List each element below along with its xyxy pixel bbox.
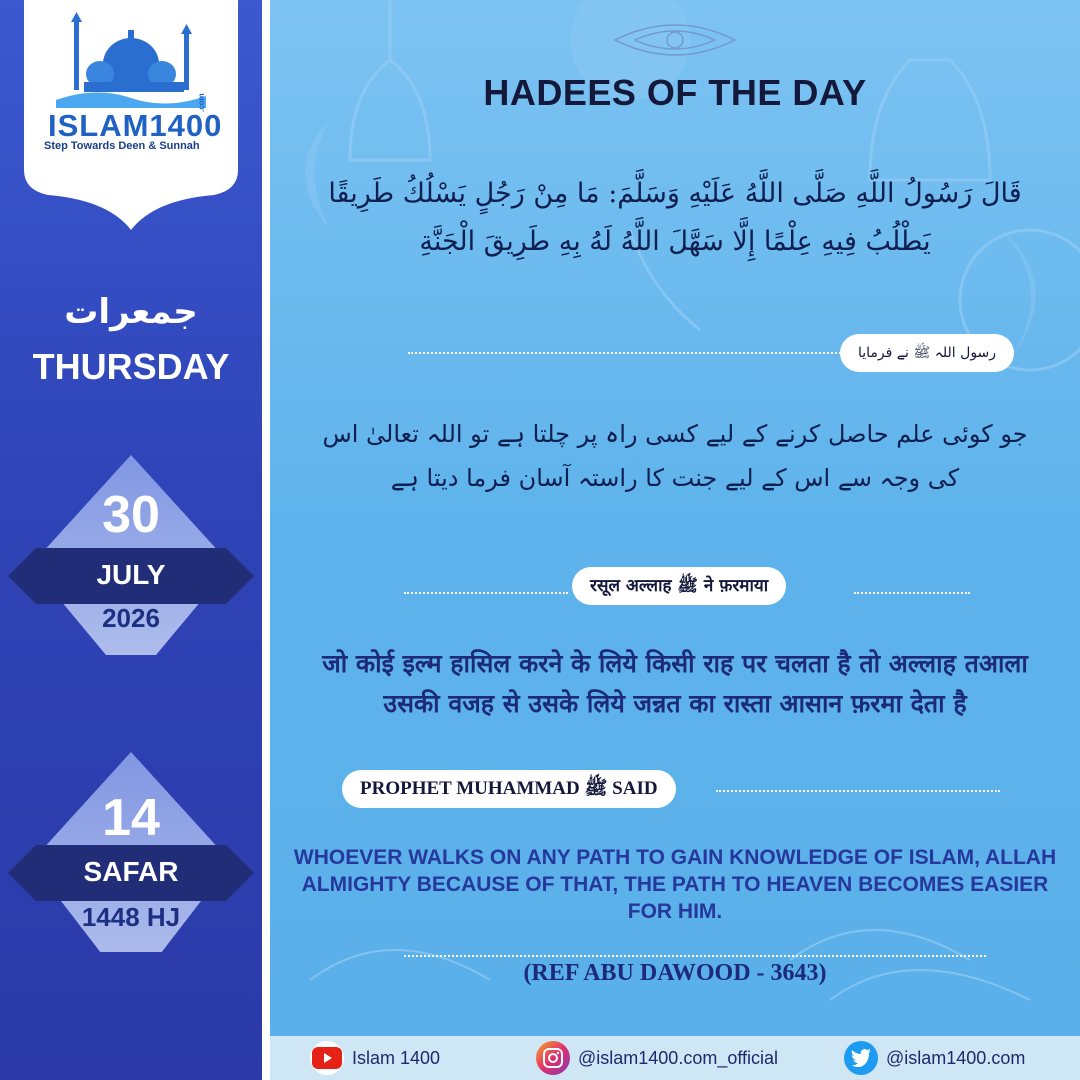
hadees-urdu: جو کوئی علم حاصل کرنے کے لیے کسی راہ پر چلتا ہے تو اللہ تعالیٰ اس کی وجہ سے اس کے لیے جنت کا راستہ آسان فرما دیتا ہے: [322, 420, 1028, 492]
twitter-link[interactable]: [844, 1036, 1025, 1080]
divider-hindi-left: [404, 592, 568, 594]
hadees-panel: [270, 0, 1080, 1036]
social-footer: [270, 1036, 1080, 1080]
twitter-handle: @islam1400.com: [886, 1047, 1026, 1068]
hijri-month: SAFAR: [83, 856, 179, 887]
page-title: HADEES OF THE DAY: [483, 72, 867, 113]
twitter-icon: [844, 1041, 878, 1075]
hadees-reference: (REF ABU DAWOOD - 3643): [523, 960, 827, 986]
urdu-label-pill: رسول اللہ ﷺ نے فرمایا: [840, 334, 1014, 372]
hijri-year: 1448 HJ: [81, 902, 181, 932]
youtube-icon: [310, 1041, 344, 1075]
left-sidebar: [0, 0, 262, 1080]
youtube-handle: Islam 1400: [352, 1047, 441, 1068]
divider-english: [716, 790, 1000, 792]
logo-wordmark: ISLAM1400: [48, 108, 223, 143]
instagram-icon: [536, 1041, 570, 1075]
divider-hindi-right: [854, 592, 970, 594]
hadees-english: WHOEVER WALKS ON ANY PATH TO GAIN KNOWLEDGE OF ISLAM, ALLAH ALMIGHTY BECAUSE OF THAT, THE PATH TO HEAVEN BECOMES EASIER FOR HIM.: [293, 846, 1057, 923]
hadees-hindi: जो कोई इल्म हासिल करने के लिये किसी राह पर चलता है तो अल्लाह तआला उसकी वजह से उसके लिये जन्नत का रास्ता आसान फ़रमा देता है: [322, 649, 1028, 718]
divider-reference: [404, 955, 986, 957]
day-english: THURSDAY: [32, 346, 230, 387]
english-label-pill: PROPHET MUHAMMAD ﷺ SAID: [342, 770, 676, 808]
hijri-day: 14: [102, 789, 160, 847]
hijri-date-block: [0, 752, 262, 992]
gregorian-month: JULY: [96, 559, 166, 590]
logo-suffix: .com: [197, 93, 206, 112]
day-urdu: جمعرات: [64, 292, 198, 332]
instagram-handle: @islam1400.com_official: [578, 1047, 779, 1068]
divider-urdu: [408, 352, 856, 354]
sidebar-divider: [262, 0, 270, 1080]
logo-tagline: Step Towards Deen & Sunnah: [44, 140, 200, 152]
instagram-link[interactable]: [536, 1036, 778, 1080]
youtube-link[interactable]: [310, 1036, 440, 1080]
gregorian-date-block: [0, 455, 262, 685]
hadees-arabic: قَالَ رَسُولُ اللَّهِ صَلَّى اللَّهُ عَلَيْهِ وَسَلَّمَ: مَا مِنْ رَجُلٍ يَسْلُكُ طَرِيقًا يَطْلُبُ فِيهِ عِلْمًا إِلَّا سَهَّلَ اللَّهُ لَهُ بِهِ طَرِيقَ الْجَنَّةِ: [328, 178, 1022, 257]
mosque-icon: [56, 12, 206, 108]
hindi-label-pill: रसूल अल्लाह ﷺ ने फ़रमाया: [572, 567, 786, 605]
gregorian-day: 30: [102, 486, 160, 544]
gregorian-year: 2026: [102, 603, 160, 633]
